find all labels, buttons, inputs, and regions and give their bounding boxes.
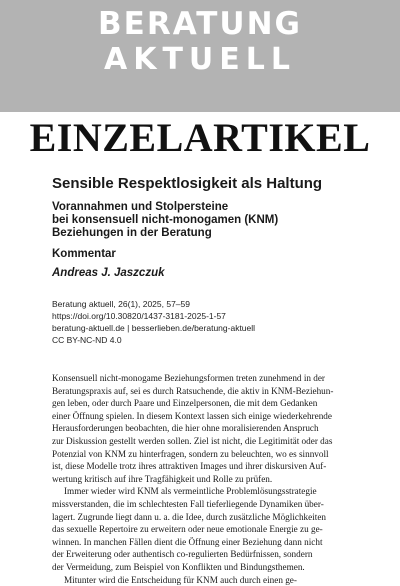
body-line: der Erweiterung oder authentisch co-regulierten Bedürfnissen, sondern <box>52 548 348 561</box>
body-line: ist, diese Modelle trotz ihres attraktiven Images und ihrer diskursiven Auf- <box>52 460 348 473</box>
body-line: Beratungspraxis auf, sei es durch Ratsuchende, die aktiv in KNM-Beziehun- <box>52 385 348 398</box>
body-line: das sexuelle Repertoire zu erweitern oder neue emotionale Energie zu ge- <box>52 523 348 536</box>
body-line: Immer wieder wird KNM als vermeintliche Problemlösungsstrategie <box>52 485 348 498</box>
article-title: Sensible Respektlosigkeit als Haltung <box>52 175 372 193</box>
body-line: winnen. In manchen Fällen dient die Öffnung einer Beziehung dann nicht <box>52 536 348 549</box>
article-category: Kommentar <box>52 248 116 261</box>
body-line: Herausforderungen beobachten, die hier ohne moralisierenden Anspruch <box>52 422 348 435</box>
website-links[interactable]: beratung-aktuell.de | besserlieben.de/beratung-aktuell <box>52 322 372 334</box>
journal-logo-line-1: BERATUNG <box>0 9 400 40</box>
citation-block <box>52 298 372 346</box>
license-line: CC BY-NC-ND 4.0 <box>52 334 372 346</box>
body-line: gen leben, oder durch Paare und Einzelpersonen, die mit dem Gedanken <box>52 397 348 410</box>
body-line: zur Diskussion gestellt werden sollen. Ziel ist nicht, die Legitimität oder das <box>52 435 348 448</box>
body-line: missverstanden, die im schlechtesten Fall tieferliegende Dynamiken über- <box>52 498 348 511</box>
citation-line: Beratung aktuell, 26(1), 2025, 57–59 <box>52 298 372 310</box>
journal-banner <box>0 0 400 112</box>
subtitle-line: Beziehungen in der Beratung <box>52 227 372 240</box>
body-line: wertung kritisch auf ihre Tragfähigkeit und Rolle zu prüfen. <box>52 473 348 486</box>
journal-logo-line-2: AKTUELL <box>0 45 400 75</box>
body-line: lagert. Zugrunde liegt dann u. a. die Idee, durch zusätzliche Möglichkeiten <box>52 511 348 524</box>
body-line: einer Öffnung spielen. In diesem Kontext lassen sich einige wiederkehrende <box>52 410 348 423</box>
article-body <box>52 372 348 586</box>
body-line: Potenzial von KNM zu hinterfragen, sondern zu beleuchten, wo es sinnvoll <box>52 448 348 461</box>
article-author: Andreas J. Jaszczuk <box>52 267 165 280</box>
document-type-heading: EINZELARTIKEL <box>0 118 400 158</box>
body-line: der Vermeidung, zum Beispiel von Konflikten und Bindungsthemen. <box>52 561 348 574</box>
doi-link[interactable]: https://doi.org/10.30820/1437-3181-2025-1-57 <box>52 310 372 322</box>
body-line: Mitunter wird die Entscheidung für KNM auch durch einen ge- <box>52 574 348 586</box>
subtitle-line: Vorannahmen und Stolpersteine <box>52 201 372 214</box>
body-line: Konsensuell nicht-monogame Beziehungsformen treten zunehmend in der <box>52 372 348 385</box>
subtitle-line: bei konsensuell nicht-monogamen (KNM) <box>52 214 372 227</box>
article-subtitle <box>52 201 372 240</box>
